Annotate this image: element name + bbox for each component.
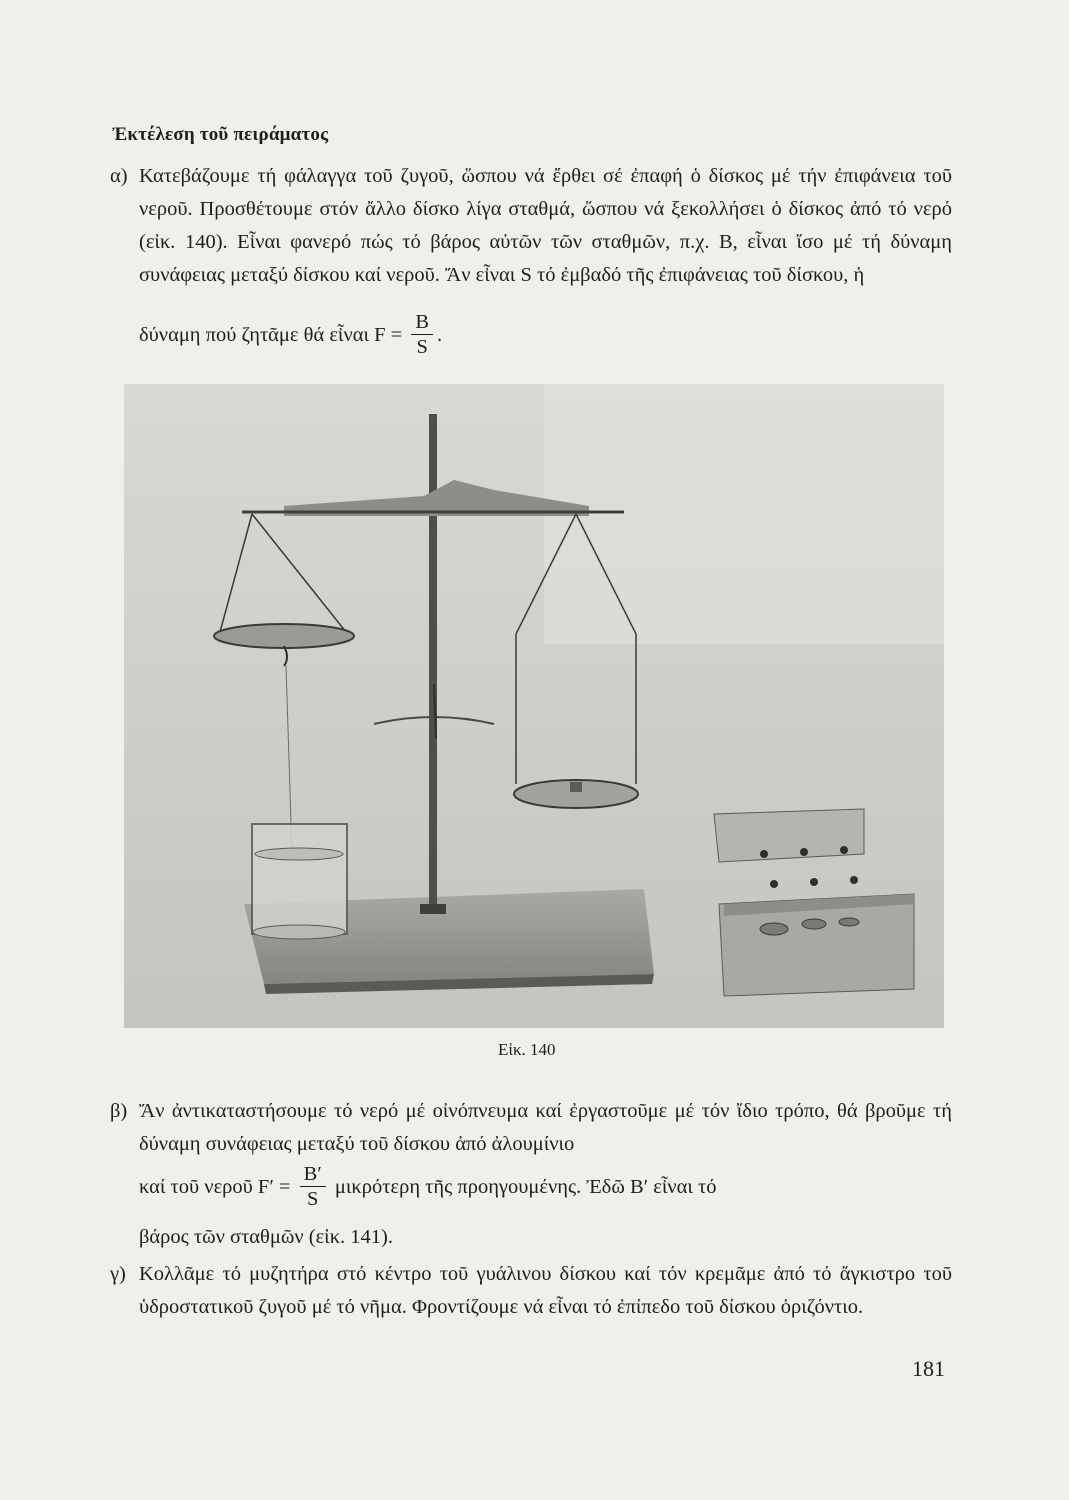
step-c-paragraph	[110, 1258, 952, 1324]
step-b-text: Ἄν ἀντικαταστήσουμε τό νερό μέ οἰνόπνευμα καί ἐργαστοῦμε μέ τόν ἴδιο τρόπο, θά βροῦμε τή δύναμη συνάφειας μεταξύ τοῦ δίσκου ἀπό ἀλουμίνιο	[139, 1100, 952, 1155]
hydrostatic-balance-illustration	[124, 384, 944, 1028]
fraction-numerator: B′	[300, 1162, 326, 1187]
fraction-b-prime-over-s	[300, 1162, 326, 1211]
step-c-label: γ)	[110, 1263, 126, 1285]
figure-caption: Εἰκ. 140	[498, 1040, 556, 1059]
fraction-b-over-s	[411, 310, 433, 359]
step-a-paragraph	[110, 160, 952, 292]
step-b-formula-prefix: καί τοῦ νεροῦ F′ =	[139, 1176, 291, 1199]
step-a-formula-suffix: .	[437, 324, 443, 347]
figure-140-photo	[124, 384, 944, 1028]
section-heading: Ἐκτέλεση τοῦ πειράματος	[112, 124, 329, 145]
step-b-formula-suffix: μικρότερη τῆς προηγουμένης. Ἐδῶ Β′ εἶναι τό	[334, 1176, 717, 1199]
step-a-text: Κατεβάζουμε τή φάλαγγα τοῦ ζυγοῦ, ὥσπου νά ἔρθει σέ ἐπαφή ὁ δίσκος μέ τήν ἐπιφάνεια τοῦ νεροῦ. Προσθέτουμε στόν ἄλλο δίσκο λίγα σταθμά, ὥσπου νά ξεκολλήσει ὁ δίσκος ἀπό τό νερό (εἰκ. 140). Εἶναι φανερό πώς τό βάρος αὐτῶν τῶν σταθμῶν, π.χ. Β, εἶναι ἴσο μέ τή δύναμη συνάφειας μεταξύ δίσκου καί νεροῦ. Ἄν εἶναι S τό ἐμβαδό τῆς ἐπιφάνειας τοῦ δίσκου, ἡ	[139, 165, 952, 286]
step-b-label: β)	[110, 1100, 128, 1122]
fraction-denominator: S	[307, 1188, 319, 1210]
step-a-formula	[139, 312, 442, 361]
fraction-denominator: S	[416, 336, 428, 358]
step-b-formula	[139, 1164, 716, 1213]
step-a-formula-prefix: δύναμη πού ζητᾶμε θά εἶναι F =	[139, 324, 403, 347]
fraction-numerator: B	[411, 310, 433, 335]
step-c-text: Κολλᾶμε τό μυζητήρα στό κέντρο τοῦ γυάλινου δίσκου καί τόν κρεμᾶμε ἀπό τό ἄγκιστρο τοῦ ὑδροστατικοῦ ζυγοῦ μέ τό νῆμα. Φροντίζουμε νά εἶναι τό ἐπίπεδο τοῦ δίσκου ὁριζόντιο.	[139, 1263, 952, 1318]
step-a-label: α)	[110, 165, 128, 187]
step-b-tail: βάρος τῶν σταθμῶν (εἰκ. 141).	[139, 1226, 393, 1248]
page-number: 181	[912, 1356, 945, 1381]
step-b-paragraph	[110, 1095, 952, 1161]
